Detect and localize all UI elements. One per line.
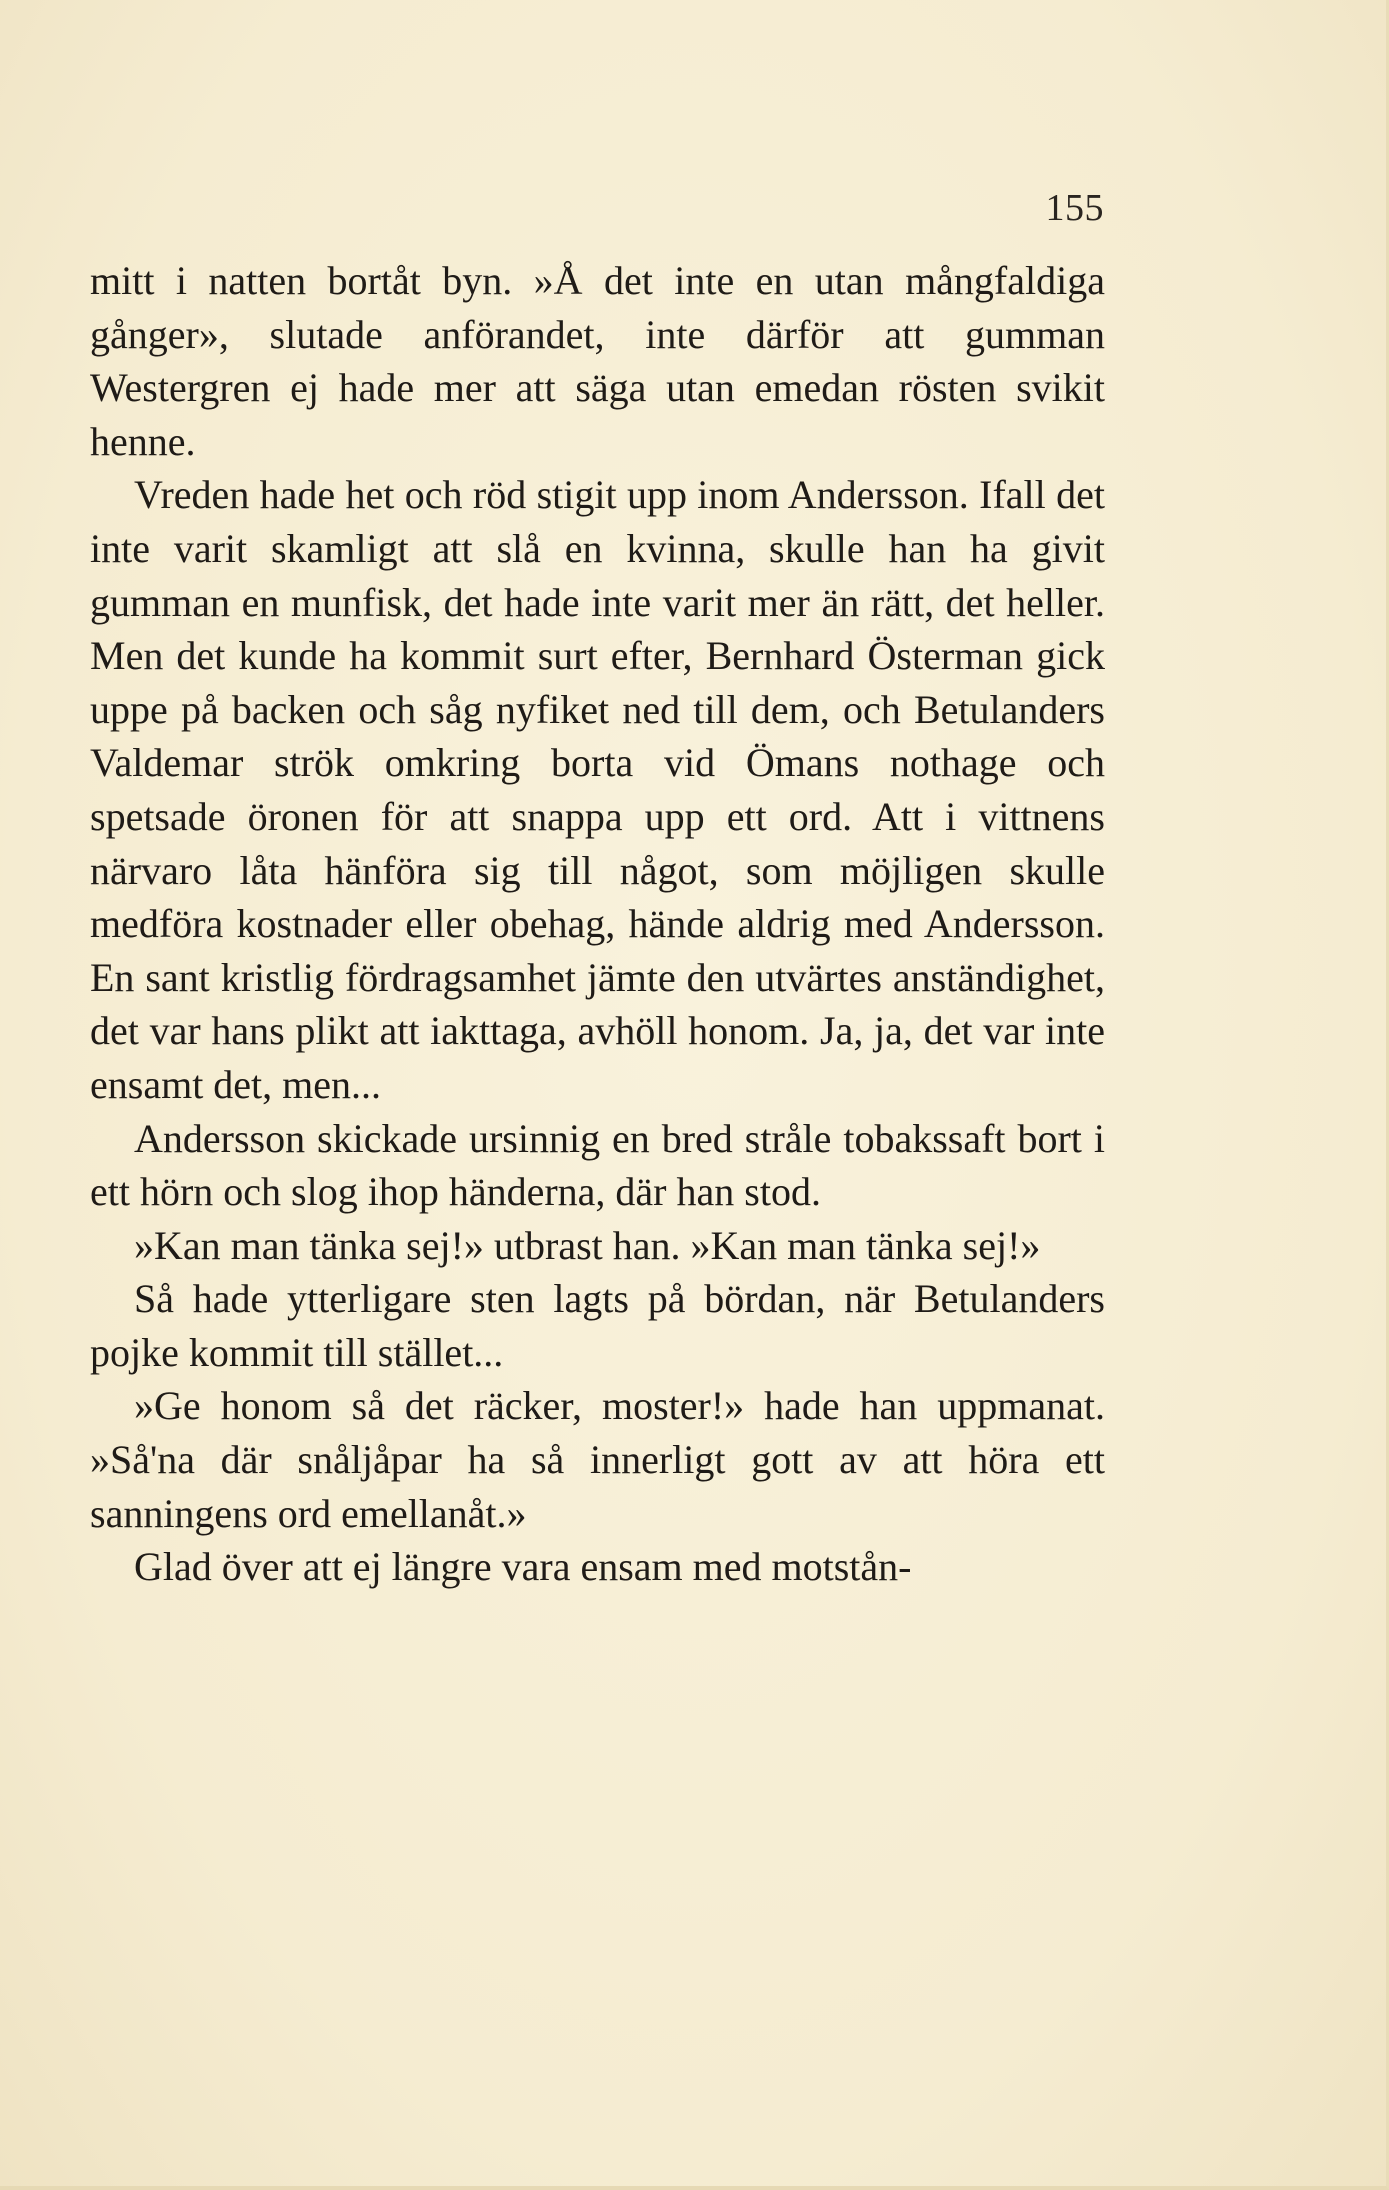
paragraph-6: »Ge honom så det räcker, moster!» hade han uppmanat. »Så'na där snåljåpar ha så innerligt gott av att höra ett sanningens ord emellanåt.»	[90, 1383, 1105, 1536]
paragraph-3: Andersson skickade ursinnig en bred stråle tobakssaft bort i ett hörn och slog ihop händerna, där han stod.	[90, 1115, 1105, 1215]
body-text	[90, 254, 1105, 1594]
paragraph-4: »Kan man tänka sej!» utbrast han. »Kan man tänka sej!»	[134, 1222, 1041, 1268]
page-number: 155	[1045, 187, 1104, 229]
paragraph-1: mitt i natten bortåt byn. »Å det inte en utan mångfaldiga gånger», slutade anförandet, inte därför att gumman Westergren ej hade mer att säga utan emedan rösten svikit henne.	[90, 258, 1105, 464]
paragraph-2: Vreden hade het och röd stigit upp inom Andersson. Ifall det inte varit skamligt att slå en kvinna, skulle han ha givit gumman en munfisk, det hade inte varit mer än rätt, det heller. Men det kunde ha kommit surt efter, Bernhard Österman gick uppe på backen och såg nyfiket ned till dem, och Betulanders Valdemar strök omkring borta vid Ömans nothage och spetsade öronen för att snappa upp ett ord. Att i vittnens närvaro låta hänföra sig till något, som möjligen skulle medföra kostnader eller obehag, hände aldrig med Andersson. En sant kristlig fördragsamhet jämte den utvärtes anständighet, det var hans plikt att iakttaga, avhöll honom. Ja, ja, det var inte ensamt det, men...	[90, 472, 1105, 1107]
paragraph-5: Så hade ytterligare sten lagts på bördan, när Betulanders pojke kommit till stället...	[90, 1276, 1105, 1375]
paragraph-7: Glad över att ej längre vara ensam med motstån-	[134, 1544, 912, 1590]
